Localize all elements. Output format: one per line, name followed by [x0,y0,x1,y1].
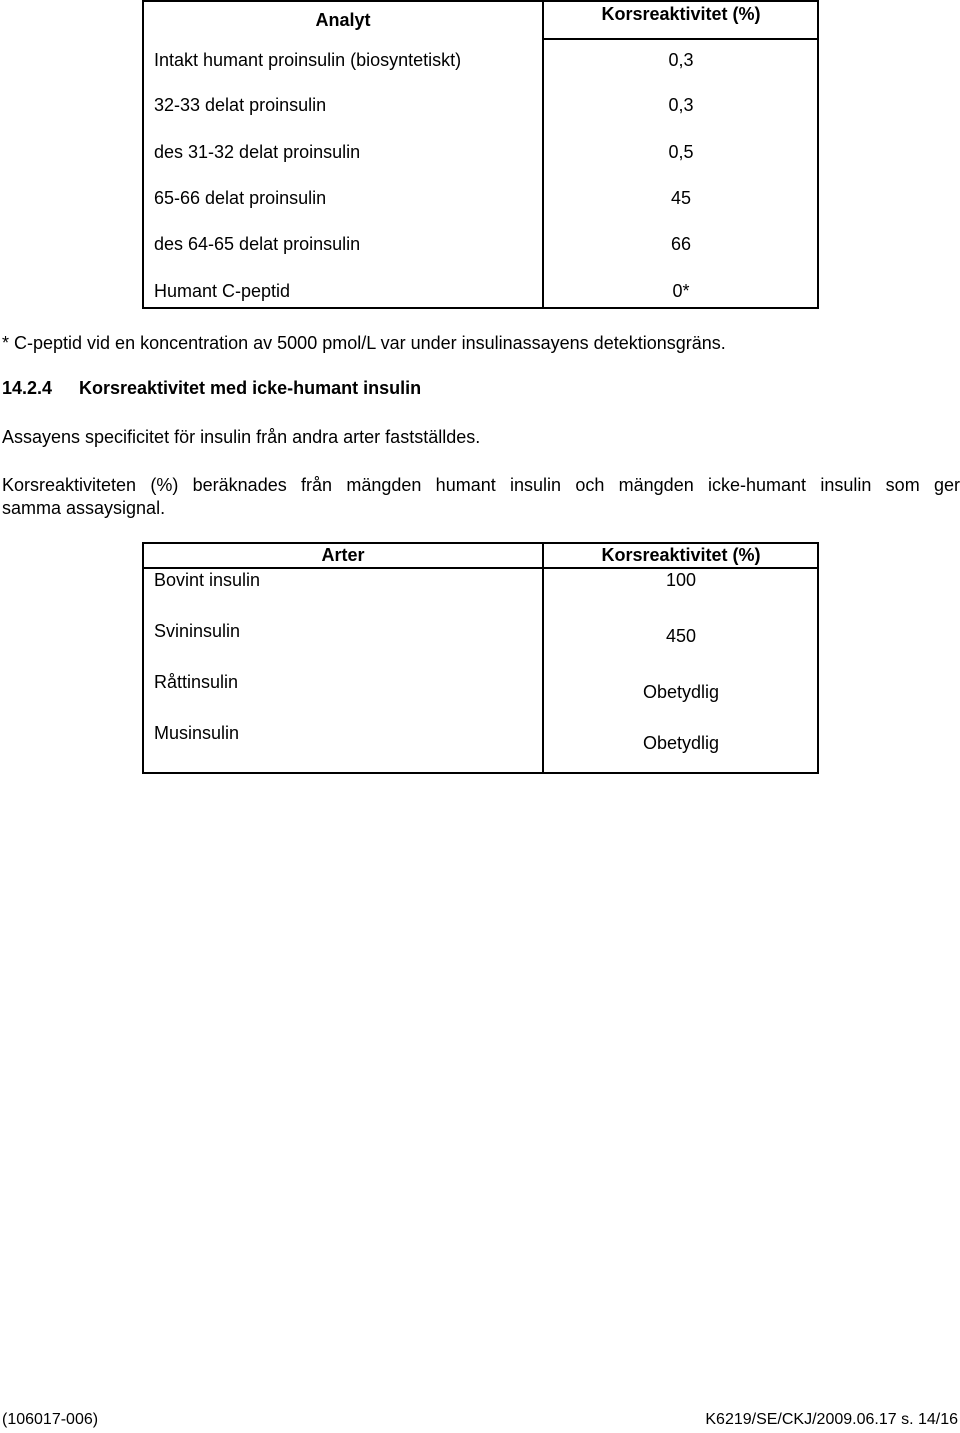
table1-header-crossreactivity: Korsreaktivitet (%) [601,4,761,24]
table2-row-value: 100 [665,570,697,590]
table2-row-value: 450 [665,626,697,646]
paragraph-specificity: Assayens specificitet för insulin från andra arter fastställdes. [2,427,481,447]
table1-row-value: 66 [670,234,692,254]
section-number: 14.2.4 [2,378,53,398]
paragraph-calculation-line1: Korsreaktiviteten (%) beräknades från mängden humant insulin och mängden icke-humant insulin som ger [2,475,960,495]
table2-header-divider [142,567,819,569]
table1-row-analyte: Humant C-peptid [154,281,291,301]
table1-footnote: * C-peptid vid en koncentration av 5000 pmol/L var under insulinassayens detektionsgräns. [2,333,726,353]
table2-row-value: Obetydlig [642,733,720,753]
table1-header-analyte: Analyt [315,10,371,30]
table2-row-species: Bovint insulin [154,570,261,590]
paragraph-calculation-line2: samma assaysignal. [2,498,166,518]
table1-row-analyte: 32-33 delat proinsulin [154,95,327,115]
table1-row-value: 45 [670,188,692,208]
table2-header-species: Arter [321,545,365,565]
table2-row-value: Obetydlig [642,682,720,702]
footer-document-code: (106017-006) [2,1411,99,1428]
table2-row-species: Råttinsulin [154,672,239,692]
table1-row-analyte: des 64-65 delat proinsulin [154,234,361,254]
table1-row-value: 0,5 [668,142,694,162]
table1-row-value: 0,3 [668,50,694,70]
table2-row-species: Svininsulin [154,621,241,641]
table1-row-analyte: Intakt humant proinsulin (biosyntetiskt) [154,50,462,70]
section-title: Korsreaktivitet med icke-humant insulin [79,378,422,398]
table1-row-value: 0,3 [668,95,694,115]
table1-row-analyte: des 31-32 delat proinsulin [154,142,361,162]
footer-page-reference: K6219/SE/CKJ/2009.06.17 s. 14/16 [705,1411,958,1428]
table2-row-species: Musinsulin [154,723,240,743]
table1-row-analyte: 65-66 delat proinsulin [154,188,327,208]
table2-header-crossreactivity: Korsreaktivitet (%) [601,545,761,565]
table1-row-value: 0* [672,281,690,301]
table1-header-divider [542,38,819,40]
